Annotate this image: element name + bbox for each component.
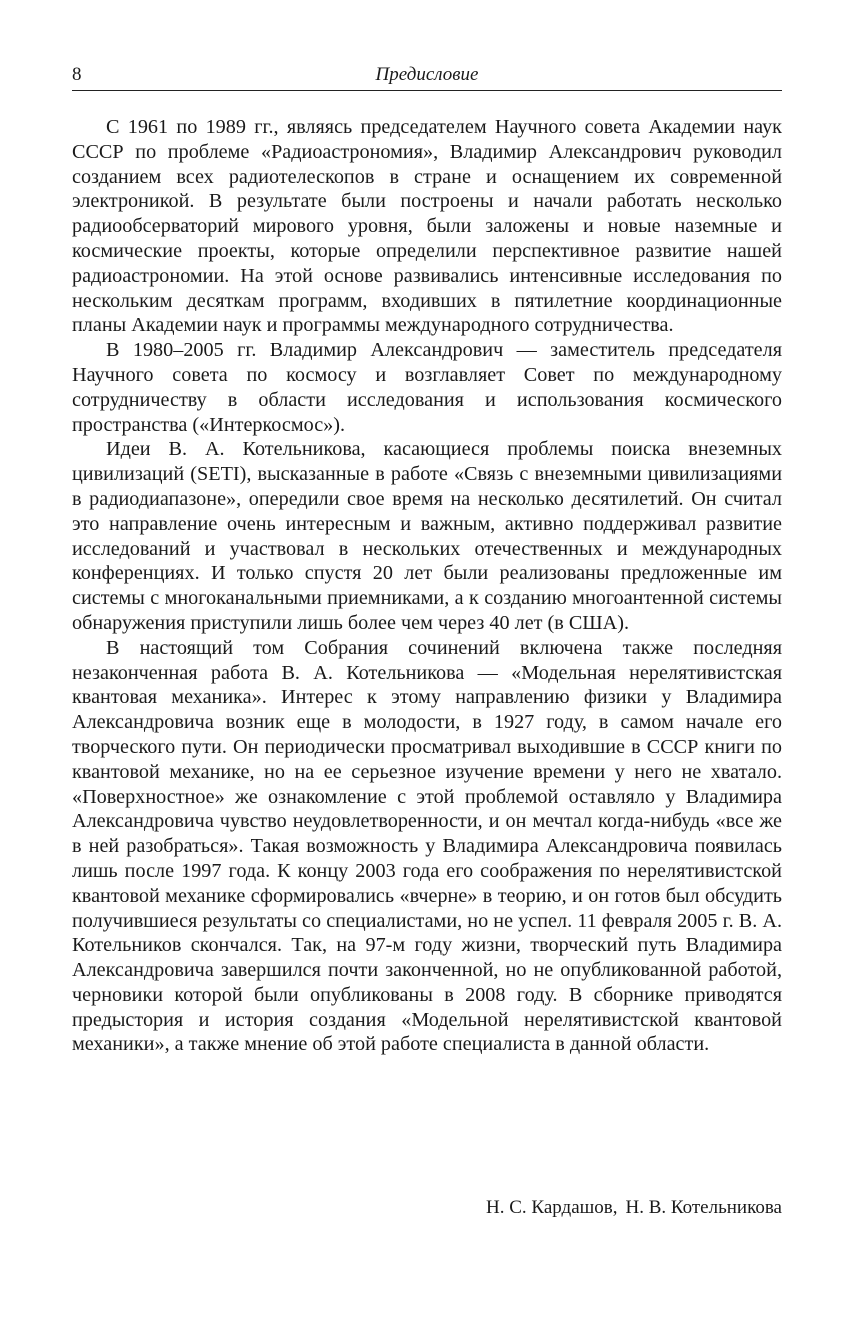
- paragraph: В настоящий том Собрания сочинений включена также последняя незаконченная работа В. А. Котельникова — «Модельная нерелятивистская квантовая механика». Интерес к этому направлению физики у Владимира Александровича возник еще в молодости, в 1927 году, в самом начале его творческого пути. Он периодически просматривал выходившие в СССР книги по квантовой механике, но на ее серьезное изучение времени у него не хватало. «Поверхностное» же ознакомление с этой проблемой оставляло у Владимира Александровича чувство неудовлетворенности, и он мечтал когда-нибудь «все же в ней разобраться». Такая возможность у Владимира Александровича появилась лишь после 1997 года. К концу 2003 года его соображения по нерелятивистской квантовой механике сформировались «вчерне» в теорию, и он готов был обсудить получившиеся результаты со специалистами, но не успел. 11 февраля 2005 г. В. А. Котельников скончался. Так, на 97-м году жизни, творческий путь Владимира Александровича завершился почти законченной, но не опубликованной работой, черновики которой были опубликованы в 2008 году. В сборнике приводятся предыстория и история создания «Модельной нерелятивистской квантовой механики», а также мнение об этой работе специалиста в данной области.: [72, 636, 782, 1056]
- page: [72, 60, 782, 1218]
- signature-author-2: Н. В. Котельникова: [625, 1197, 782, 1218]
- paragraph: Идеи В. А. Котельникова, касающиеся проблемы поиска внеземных цивилизаций (SETI), высказанные в работе «Связь с внеземными цивилизациями в радиодиапазоне», опередили свое время на несколько десятилетий. Он считал это направление очень интересным и важным, активно поддерживал развитие исследований и участвовал в нескольких отечественных и международных конференциях. И только спустя 20 лет были реализованы предложенные им системы с многоканальными приемниками, а к созданию многоантенной системы обнаружения приступили лишь более чем через 40 лет (в США).: [72, 438, 782, 634]
- body-text: [72, 115, 782, 1057]
- running-title: Предисловие: [375, 64, 479, 85]
- page-number: 8: [72, 64, 82, 85]
- paragraph: В 1980–2005 гг. Владимир Александрович — заместитель председателя Научного совета по космосу и возглавляет Совет по международному сотрудничеству в области исследования и использования космического пространства («Интеркосмос»).: [72, 339, 782, 436]
- paragraph: С 1961 по 1989 гг., являясь председателем Научного совета Академии наук СССР по проблеме «Радиоастрономия», Владимир Александрович руководил созданием всех радиотелескопов в стране и оснащением их современной электроникой. В результате были построены и начали работать несколько радиообсерваторий мирового уровня, были заложены и новые наземные и космические проекты, которые определили перспективное развитие нашей радиоастрономии. На этой основе развивались интенсивные исследования по нескольким десяткам программ, входивших в пятилетние координационные планы Академии наук и программы международного сотрудничества.: [72, 116, 782, 337]
- page-header: [72, 60, 782, 91]
- signature-author-1: Н. С. Кардашов,: [486, 1197, 618, 1218]
- signature: [486, 1197, 782, 1219]
